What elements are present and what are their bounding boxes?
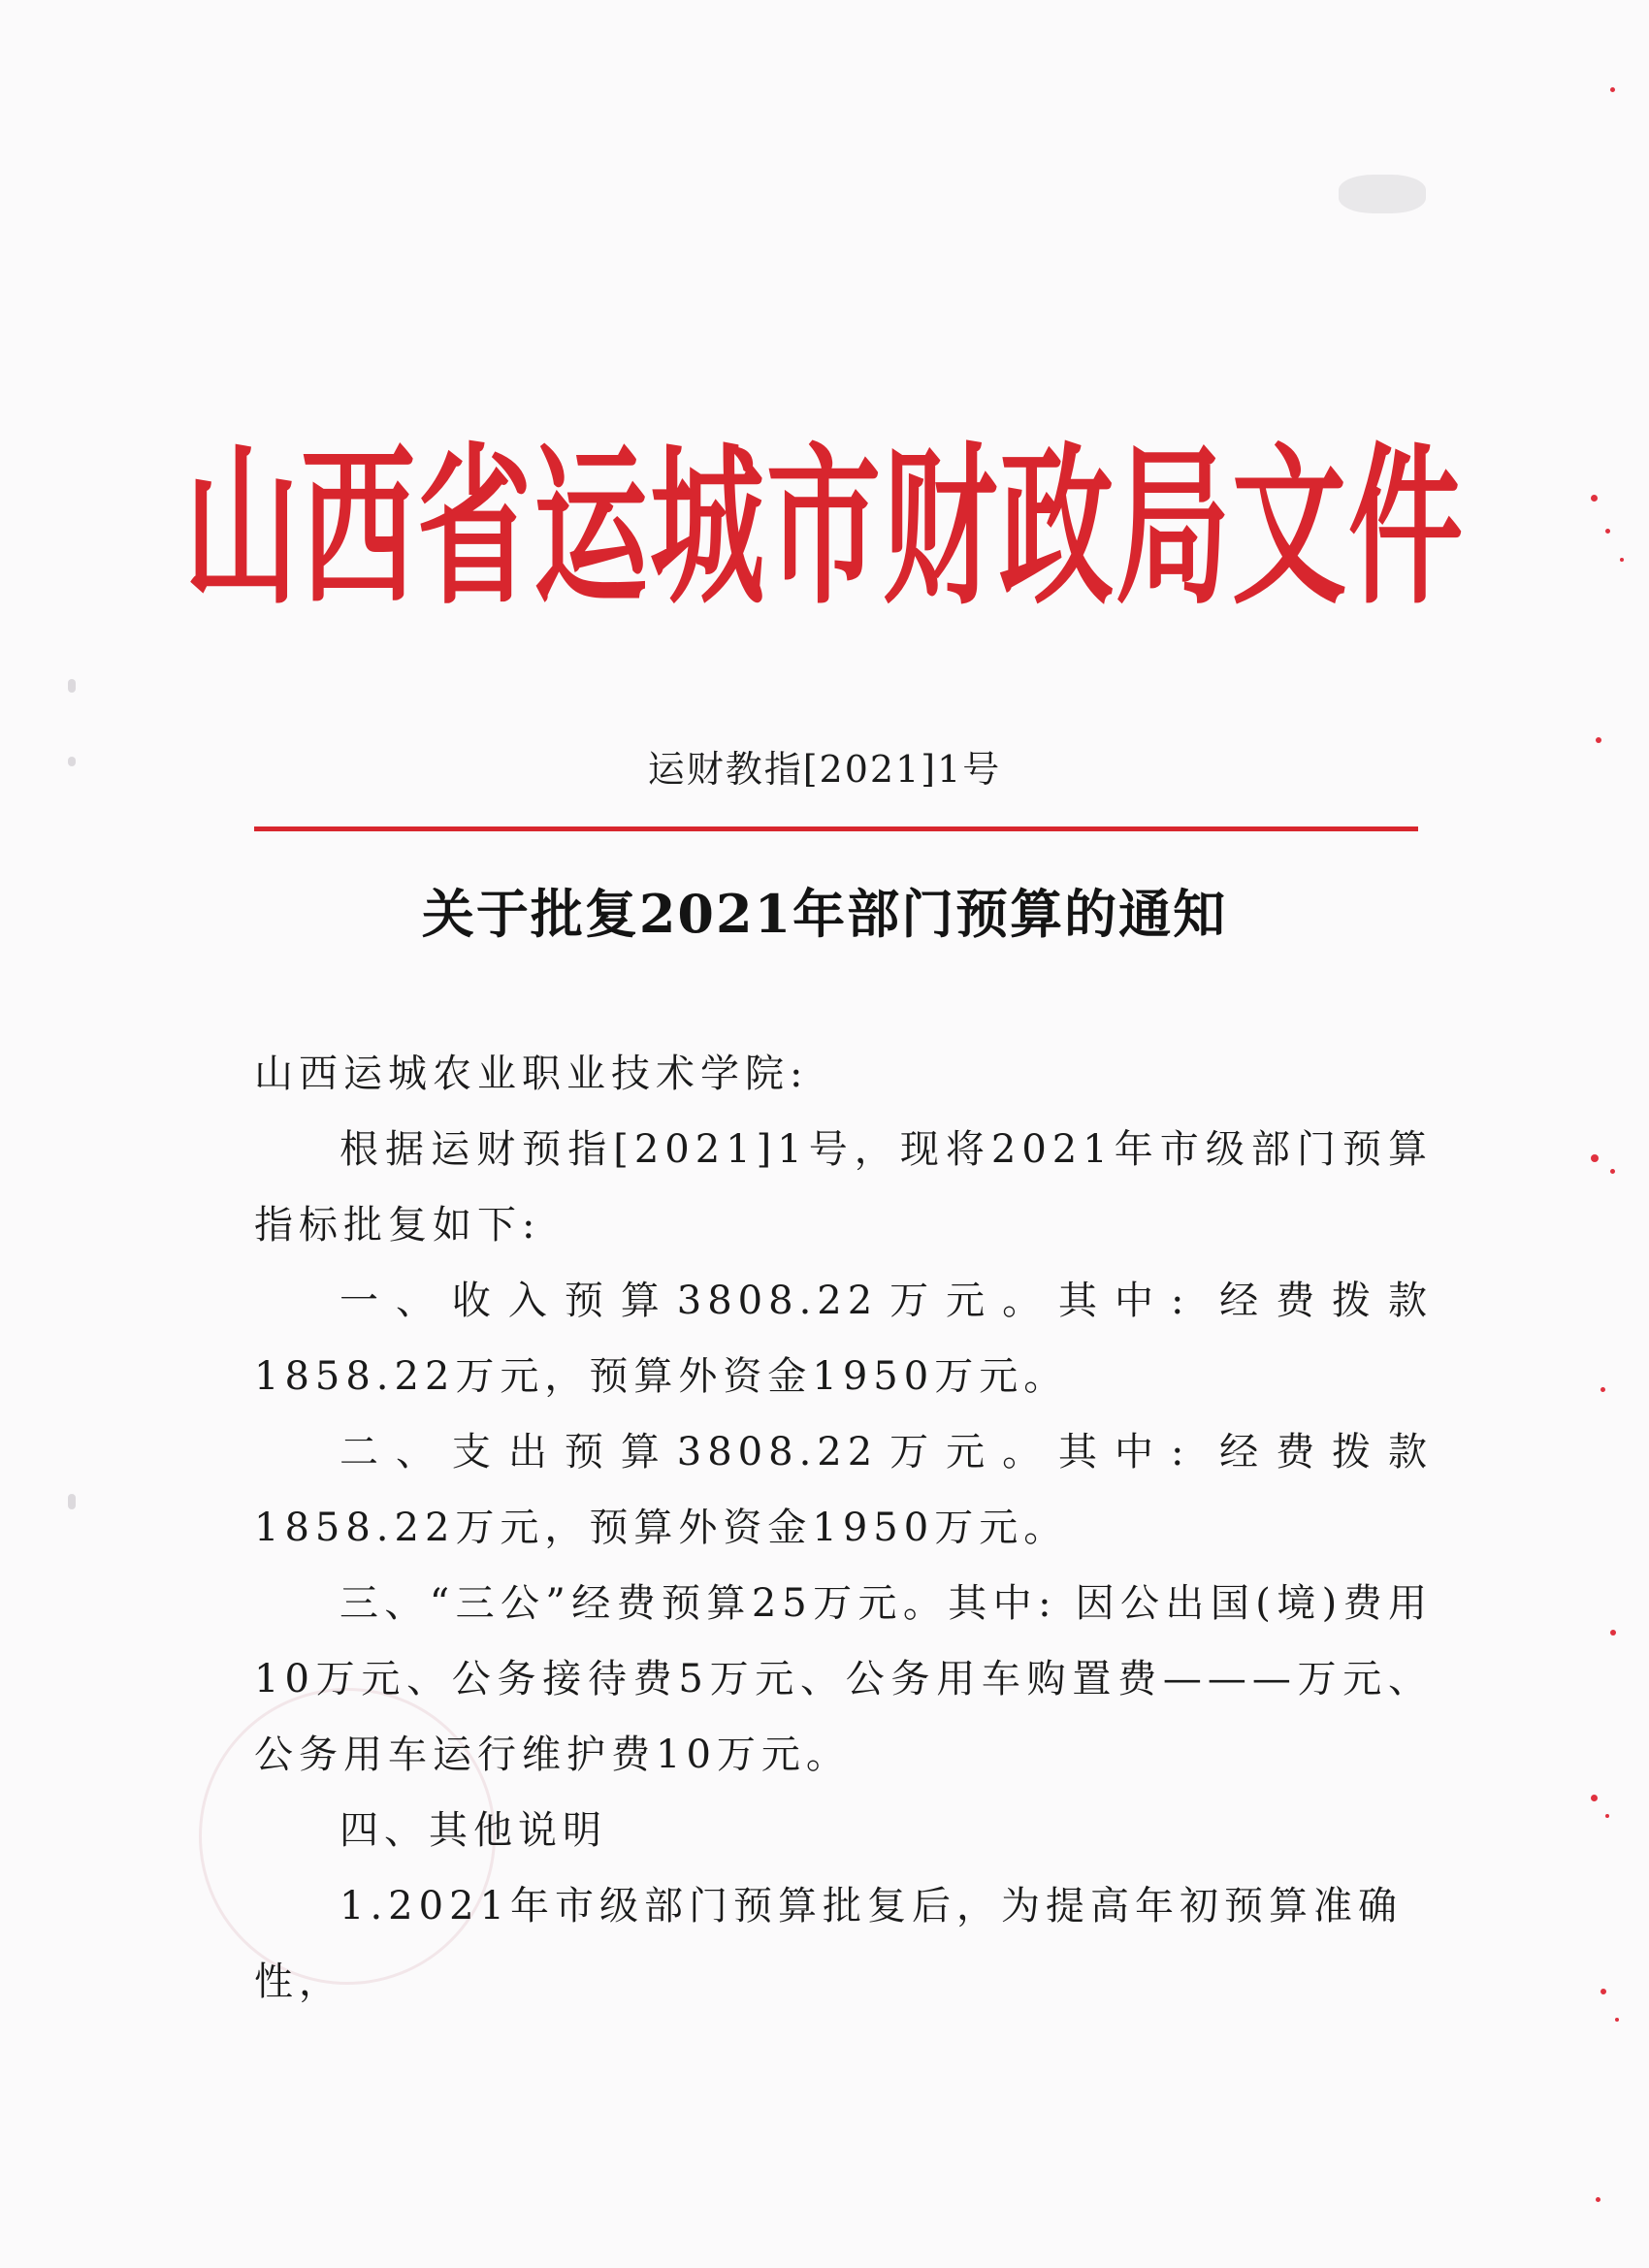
edge-mark xyxy=(68,679,76,693)
red-speck xyxy=(1591,1795,1598,1801)
header-divider-rule xyxy=(254,826,1418,831)
other-notes-heading: 四、其他说明 xyxy=(340,1808,607,1853)
notice-title: 关于批复2021年部门预算的通知 xyxy=(421,883,1228,945)
red-speck xyxy=(1605,1814,1609,1818)
document-body xyxy=(254,1036,1433,2020)
red-speck xyxy=(1600,1989,1606,1994)
red-speck xyxy=(1610,1169,1615,1174)
red-speck xyxy=(1596,2197,1600,2202)
red-speck xyxy=(1610,1630,1616,1636)
three-public-budget-paragraph: 三、“三公”经费预算25万元。其中: 因公出国(境)费用10万元、公务接待费5万元、公务用车购置费———万元、公务用车运行维护费10万元。 xyxy=(254,1581,1433,1777)
document-number: 运财教指[2021]1号 xyxy=(647,748,1002,791)
revenue-budget-paragraph: 一、收入预算3808.22万元。其中: 经费拨款1858.22万元，预算外资金1950万元。 xyxy=(254,1279,1433,1399)
bleed-mark xyxy=(1339,175,1426,213)
intro-paragraph: 根据运财预指[2021]1号，现将2021年市级部门预算指标批复如下: xyxy=(254,1127,1433,1247)
red-speck xyxy=(1615,2018,1619,2022)
edge-mark xyxy=(68,1494,76,1509)
other-notes-item-1: 1.2021年市级部门预算批复后，为提高年初预算准确性， xyxy=(254,1884,1403,2004)
red-speck xyxy=(1591,1154,1599,1162)
document-header-title: 山西省运城市财政局文件 xyxy=(183,427,1465,628)
red-speck xyxy=(1610,87,1615,92)
expenditure-budget-paragraph: 二、支出预算3808.22万元。其中: 经费拨款1858.22万元，预算外资金1950万元。 xyxy=(254,1430,1433,1550)
red-speck xyxy=(1600,1387,1605,1392)
addressee: 山西运城农业职业技术学院: xyxy=(254,1052,809,1096)
